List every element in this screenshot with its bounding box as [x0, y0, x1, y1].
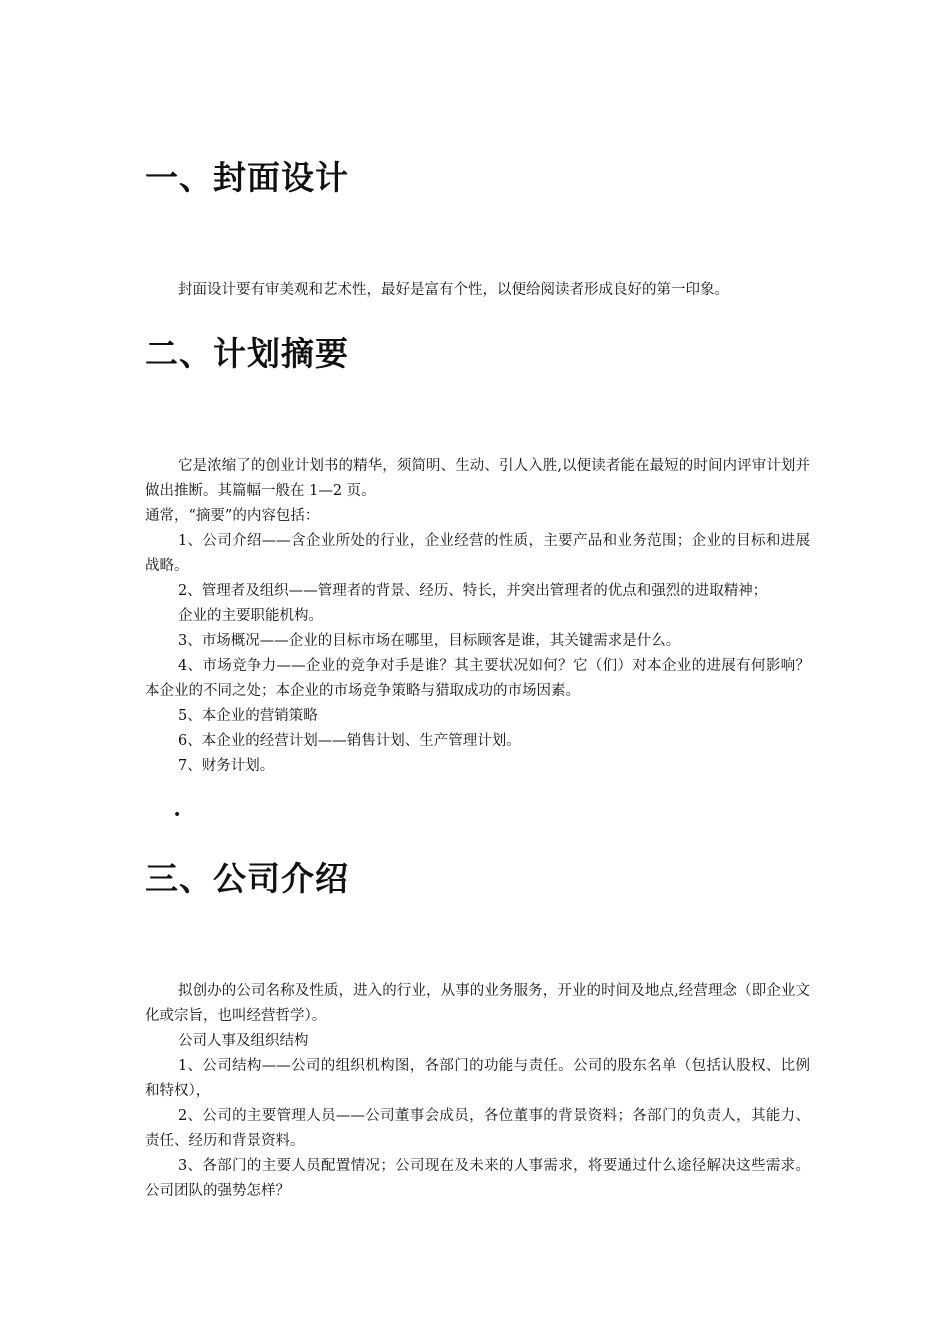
list-item: 5、本企业的营销策略 — [178, 708, 318, 724]
list-item: 2、公司的主要管理人员——公司董事会成员，各位董事的背景资料；各部门的负责人，其能力、责任、经历和背景资料。 — [145, 1108, 810, 1149]
list-item: 1、公司介绍——含企业所处的行业，企业经营的性质，主要产品和业务范围；企业的目标和进展战略。 — [145, 533, 810, 574]
list-item: 2、管理者及组织——管理者的背景、经历、特长，并突出管理者的优点和强烈的进取精神； — [178, 583, 768, 599]
list-item: 6、本企业的经营计划——销售计划、生产管理计划。 — [178, 733, 521, 749]
list-item: 1、公司结构——公司的组织机构图，各部门的功能与责任。公司的股东名单（包括认股权、比例和特权）， — [145, 1058, 810, 1099]
paragraph: 拟创办的公司名称及性质，进入的行业，从事的业务服务，开业的时间及地点,经营理念（即企业文化或宗旨，也叫经营哲学）。 — [145, 983, 810, 1024]
section-body-cover-design — [145, 278, 810, 303]
section-heading-plan-summary: 二、计划摘要 — [145, 334, 349, 373]
paragraph: 企业的主要职能机构。 — [178, 608, 323, 624]
paragraph: 它是浓缩了的创业计划书的精华，须简明、生动、引人入胜,以便读者能在最短的时间内评审计划并做出推断。其篇幅一般在 1—2 页。 — [145, 458, 810, 499]
section-heading-company-intro: 三、公司介绍 — [145, 859, 349, 898]
list-item: 7、财务计划。 — [178, 758, 275, 774]
paragraph: 公司人事及组织结构 — [178, 1033, 309, 1049]
list-item: 4、市场竞争力——企业的竞争对手是谁？其主要状况如何？它（们）对本企业的进展有何影响？本企业的不同之处；本企业的市场竞争策略与猎取成功的市场因素。 — [145, 658, 810, 699]
section-body-plan-summary — [145, 454, 810, 779]
section-body-company-intro — [145, 979, 810, 1204]
list-item: 3、各部门的主要人员配置情况；公司现在及未来的人事需求，将要通过什么途径解决这些需求。公司团队的强势怎样？ — [145, 1158, 810, 1199]
paragraph: 封面设计要有审美观和艺术性，最好是富有个性，以便给阅读者形成良好的第一印象。 — [178, 282, 729, 298]
section-heading-cover-design: 一、封面设计 — [145, 158, 349, 197]
list-item: 3、市场概况——企业的目标市场在哪里，目标顾客是谁，其关键需求是什么。 — [178, 633, 681, 649]
bullet-point: • — [173, 807, 182, 823]
paragraph: 通常，“摘要”的内容包括： — [145, 508, 320, 524]
